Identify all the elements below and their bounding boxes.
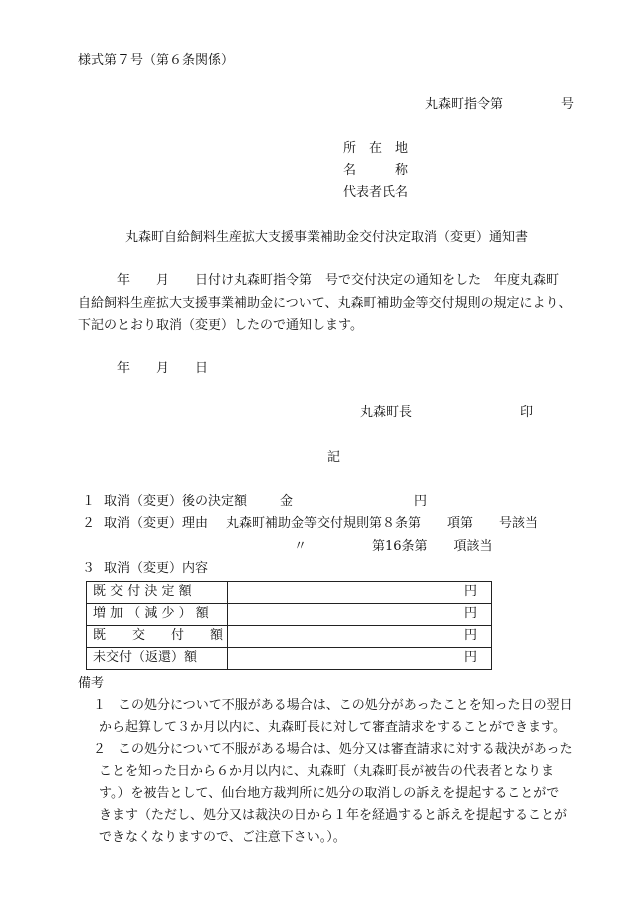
- form-id: 様式第７号（第６条関係）: [78, 53, 235, 68]
- body-paragraph: [78, 273, 598, 341]
- row-label: 増 加 （ 減 少 ） 額: [87, 604, 228, 626]
- table-row: [87, 582, 492, 604]
- item2-label: 取消（変更）理由: [104, 516, 209, 531]
- row-label: 未交付（返還）額: [87, 648, 228, 670]
- doc-number-prefix: 丸森町指令第: [425, 97, 504, 112]
- amount-cell: 円: [228, 582, 492, 604]
- note2-line: す。）を被告として、仙台地方裁判所に処分の取消しの訴えを提起することがで: [99, 786, 560, 801]
- table-row: [87, 626, 492, 648]
- body-line: 自給飼料生産拡大支援事業補助金について、丸森町補助金等交付規則の規定により、: [78, 295, 572, 311]
- item1-number: １: [82, 494, 96, 509]
- note1-number: １: [93, 698, 107, 713]
- table-row: [87, 604, 492, 626]
- document-title: 丸森町自給飼料生産拡大支援事業補助金交付決定取消（変更）通知書: [125, 230, 529, 245]
- seal-mark: 印: [520, 405, 534, 420]
- body-line: 下記のとおり取消（変更）したので通知します。: [78, 318, 363, 333]
- item3-label: 取消（変更）内容: [104, 561, 209, 576]
- note2-line: きます（ただし、処分又は裁決の日から１年を経過すると訴えを提起することが: [99, 808, 568, 823]
- note1-line: この処分について不服がある場合は、この処分があったことを知った日の翌日: [118, 698, 573, 713]
- amount-cell: 円: [228, 604, 492, 626]
- amount-cell: 円: [228, 626, 492, 648]
- item1-en: 円: [414, 494, 428, 509]
- item2-reason-line1: 丸森町補助金等交付規則第８条第 項第 号該当: [226, 516, 539, 531]
- item2-number: ２: [82, 516, 96, 531]
- item1-label: 取消（変更）後の決定額: [104, 494, 248, 509]
- body-line: 年 月 日付け丸森町指令第 号で交付決定の通知をした 年度丸森町: [78, 273, 560, 288]
- issuer-name: 丸森町長: [360, 405, 413, 420]
- ki-heading: 記: [327, 450, 341, 465]
- note2-line: この処分について不服がある場合は、処分又は審査請求に対する裁決があった: [118, 742, 573, 757]
- amount-table: [86, 581, 492, 670]
- item2-reason-line2: 第16条第 項該当: [372, 539, 493, 554]
- amount-cell: 円: [228, 648, 492, 670]
- item1-kin: 金: [280, 494, 294, 509]
- ditto-mark: 〃: [294, 539, 308, 554]
- doc-number-suffix: 号: [561, 97, 575, 112]
- notes-heading: 備考: [78, 676, 105, 691]
- note2-line: ことを知った日から６か月以内に、丸森町（丸森町長が被告の代表者となりま: [99, 764, 555, 779]
- item3-number: ３: [82, 561, 96, 576]
- notice-date: 年 月 日: [78, 361, 209, 376]
- note1-line: から起算して３か月以内に、丸森町長に対して審査請求をすることができます。: [99, 720, 566, 735]
- row-label: 既 交 付 額: [87, 626, 228, 648]
- location-label: 所 在 地: [343, 141, 409, 156]
- representative-label: 代表者氏名: [343, 185, 409, 200]
- row-label: 既 交 付 決 定 額: [87, 582, 228, 604]
- note2-number: ２: [93, 742, 107, 757]
- name-label: 名 称: [343, 163, 409, 178]
- table-row: [87, 648, 492, 670]
- note2-line: できなくなりますので、ご注意下さい。）。: [99, 830, 346, 845]
